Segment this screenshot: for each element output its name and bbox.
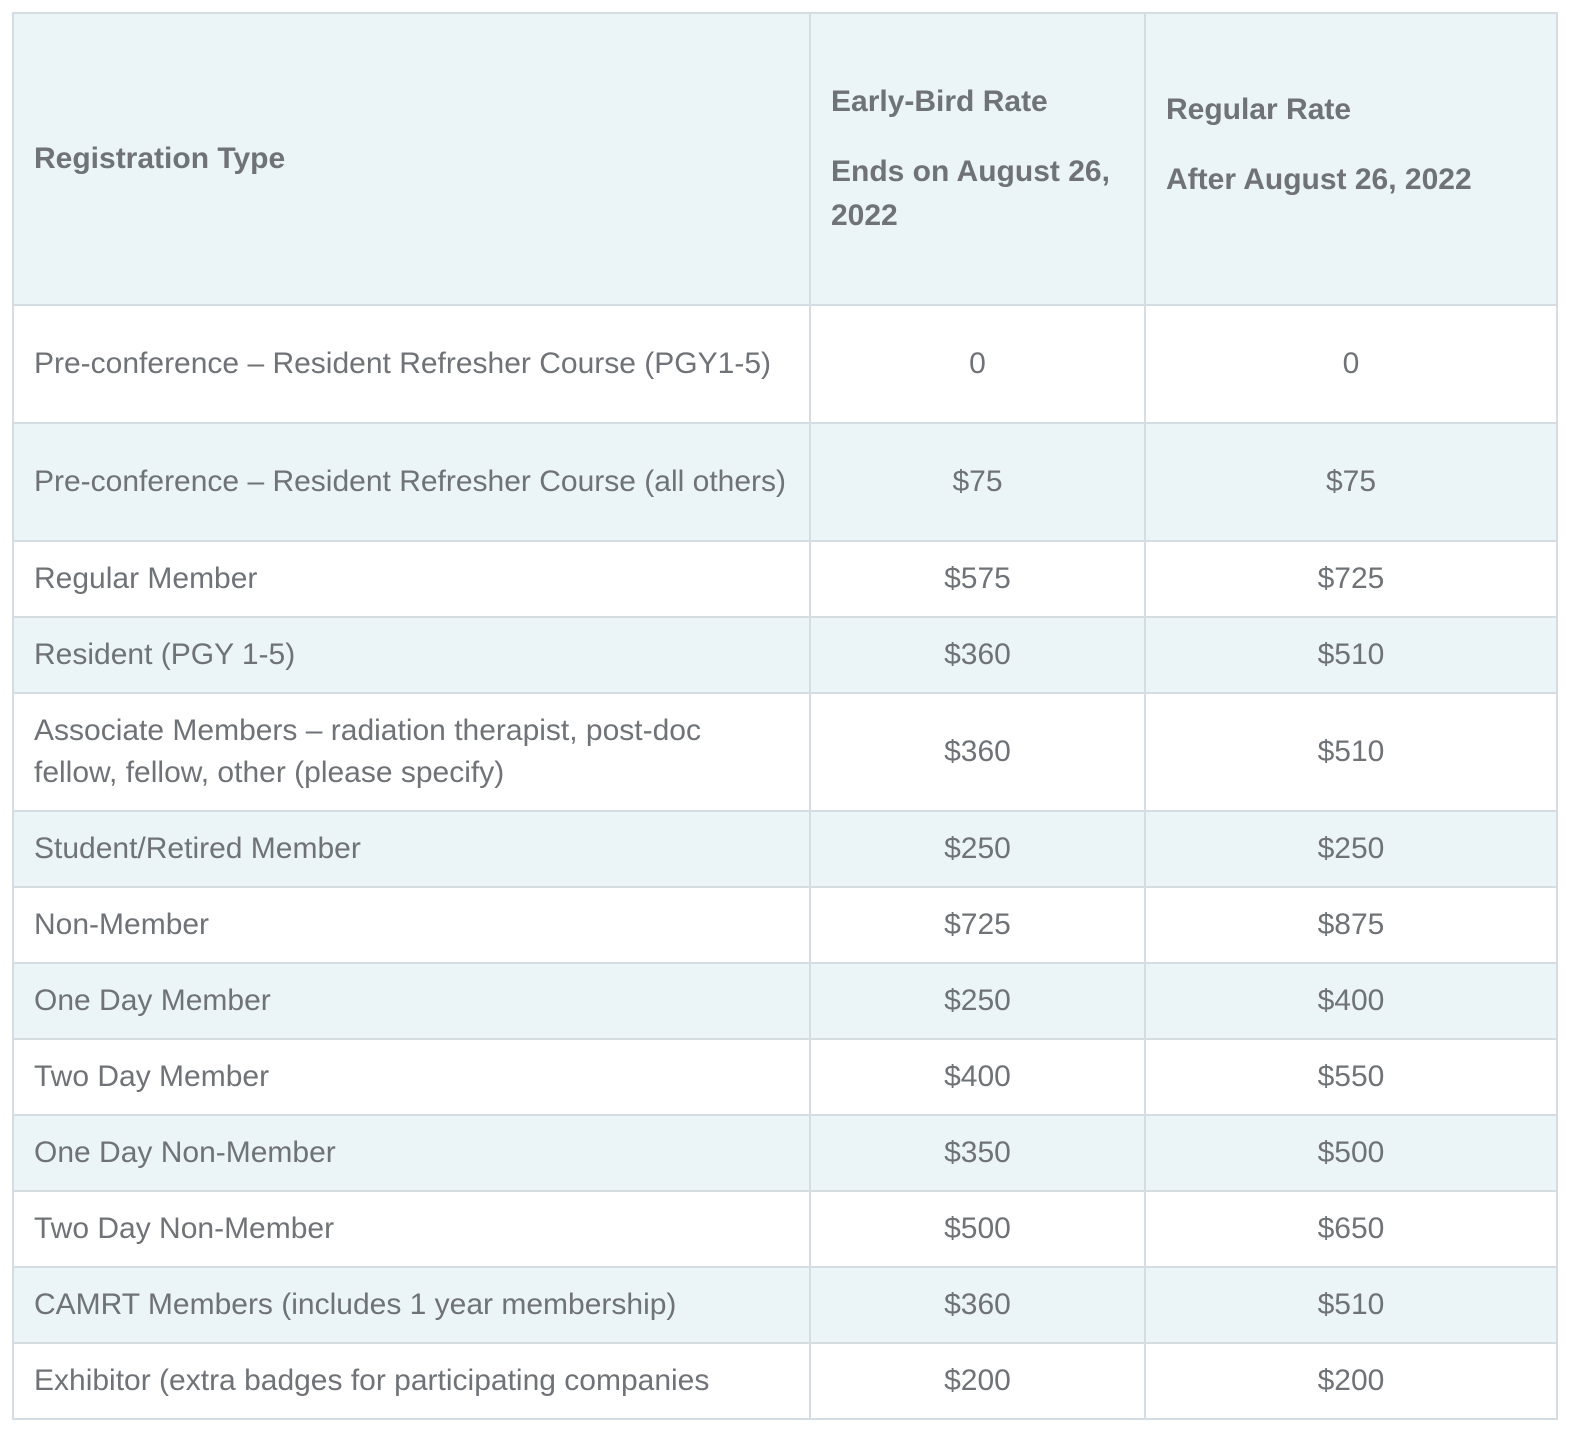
early-bird-rate-cell: $75 xyxy=(810,423,1145,541)
regular-rate-cell: $500 xyxy=(1145,1115,1557,1191)
early-bird-rate-cell: $725 xyxy=(810,887,1145,963)
early-bird-rate-cell: $500 xyxy=(810,1191,1145,1267)
early-bird-rate-cell: 0 xyxy=(810,305,1145,423)
regular-rate-cell: $510 xyxy=(1145,1267,1557,1343)
early-bird-rate-cell: $400 xyxy=(810,1039,1145,1115)
regular-rate-cell: $725 xyxy=(1145,541,1557,617)
table-row xyxy=(13,811,1557,887)
registration-type-cell: Pre-conference – Resident Refresher Course (PGY1-5) xyxy=(13,305,810,423)
header-early-bird-note: Ends on August 26, 2022 xyxy=(831,155,1110,232)
registration-type-cell: One Day Non-Member xyxy=(13,1115,810,1191)
registration-type-cell: Regular Member xyxy=(13,541,810,617)
registration-type-cell: Pre-conference – Resident Refresher Course (all others) xyxy=(13,423,810,541)
regular-rate-cell: $510 xyxy=(1145,617,1557,693)
regular-rate-cell: $875 xyxy=(1145,887,1557,963)
table-row xyxy=(13,1191,1557,1267)
table-row xyxy=(13,887,1557,963)
early-bird-rate-cell: $250 xyxy=(810,811,1145,887)
registration-type-cell: CAMRT Members (includes 1 year membership) xyxy=(13,1267,810,1343)
table-row xyxy=(13,1343,1557,1419)
table-row xyxy=(13,617,1557,693)
header-regular-title: Regular Rate xyxy=(1166,93,1352,126)
header-regular-rate xyxy=(1145,13,1557,305)
table-row xyxy=(13,1267,1557,1343)
early-bird-rate-cell: $250 xyxy=(810,963,1145,1039)
regular-rate-cell: $650 xyxy=(1145,1191,1557,1267)
registration-type-cell: Exhibitor (extra badges for participating companies xyxy=(13,1343,810,1419)
registration-type-cell: Non-Member xyxy=(13,887,810,963)
header-early-bird-rate xyxy=(810,13,1145,305)
regular-rate-cell: $550 xyxy=(1145,1039,1557,1115)
table-row xyxy=(13,305,1557,423)
table-header-row xyxy=(13,13,1557,305)
early-bird-rate-cell: $350 xyxy=(810,1115,1145,1191)
registration-rates-table xyxy=(12,12,1558,1420)
table-row xyxy=(13,1115,1557,1191)
table-row xyxy=(13,541,1557,617)
registration-type-cell: Two Day Member xyxy=(13,1039,810,1115)
registration-type-cell: Associate Members – radiation therapist, post-doc fellow, fellow, other (please specify) xyxy=(13,693,810,811)
header-registration-type xyxy=(13,13,810,305)
early-bird-rate-cell: $575 xyxy=(810,541,1145,617)
registration-type-cell: Resident (PGY 1-5) xyxy=(13,617,810,693)
regular-rate-cell: $250 xyxy=(1145,811,1557,887)
early-bird-rate-cell: $360 xyxy=(810,1267,1145,1343)
header-regular-note: After August 26, 2022 xyxy=(1166,163,1472,196)
table-row xyxy=(13,1039,1557,1115)
registration-type-cell: Two Day Non-Member xyxy=(13,1191,810,1267)
table-row xyxy=(13,693,1557,811)
registration-type-cell: One Day Member xyxy=(13,963,810,1039)
regular-rate-cell: $400 xyxy=(1145,963,1557,1039)
early-bird-rate-cell: $360 xyxy=(810,693,1145,811)
regular-rate-cell: 0 xyxy=(1145,305,1557,423)
early-bird-rate-cell: $360 xyxy=(810,617,1145,693)
regular-rate-cell: $200 xyxy=(1145,1343,1557,1419)
header-registration-type-label: Registration Type xyxy=(34,142,286,175)
table-row xyxy=(13,423,1557,541)
registration-type-cell: Student/Retired Member xyxy=(13,811,810,887)
header-early-bird-title: Early-Bird Rate xyxy=(831,85,1048,118)
early-bird-rate-cell: $200 xyxy=(810,1343,1145,1419)
table-row xyxy=(13,963,1557,1039)
regular-rate-cell: $75 xyxy=(1145,423,1557,541)
regular-rate-cell: $510 xyxy=(1145,693,1557,811)
